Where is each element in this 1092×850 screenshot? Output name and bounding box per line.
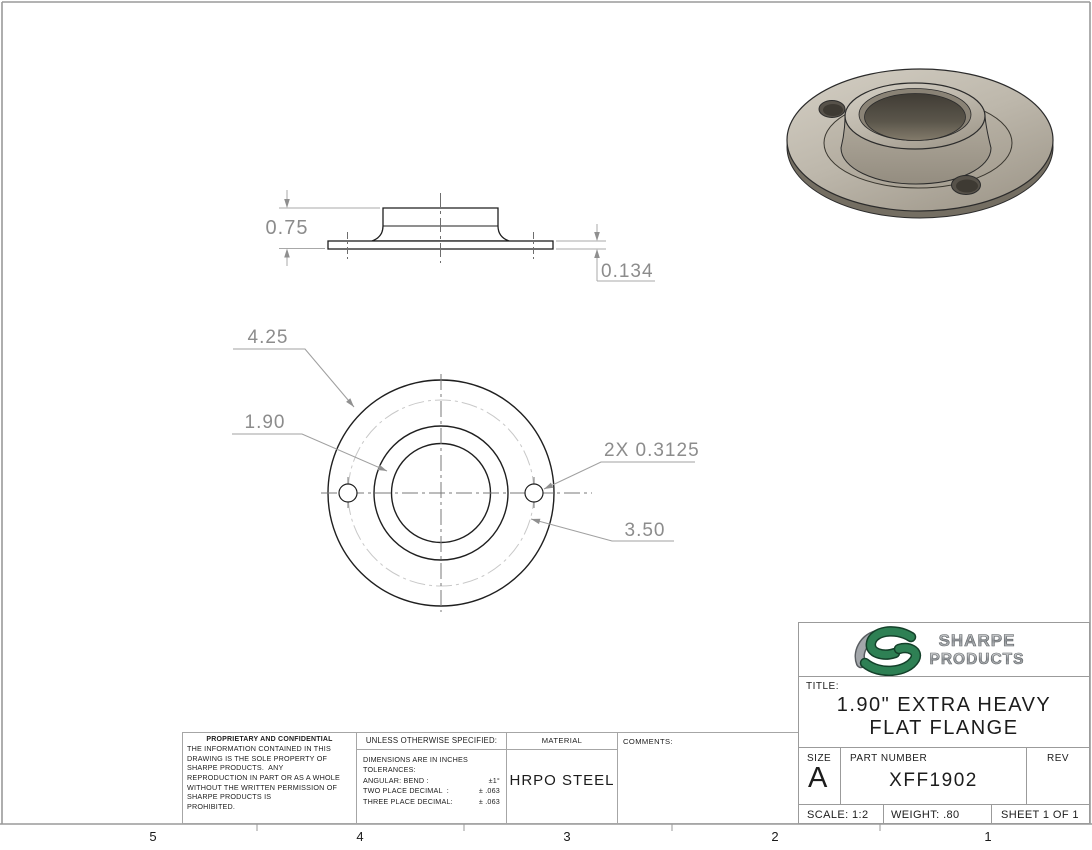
tolerance-angular-value: ±1°: [488, 775, 500, 785]
proprietary-header: PROPRIETARY AND CONFIDENTIAL: [206, 736, 333, 743]
bolt-hole-3d-left-inner: [823, 104, 843, 116]
proprietary-box: [182, 732, 357, 824]
side-view: [266, 190, 655, 282]
logo-word-products: PRODUCTS: [929, 651, 1025, 668]
dim-thickness: [556, 224, 655, 282]
bore-hole-3d: [865, 94, 966, 141]
tolerance-angular-label: ANGULAR: BEND :: [363, 775, 429, 785]
drawing-title-line1: 1.90" EXTRA HEAVY: [836, 694, 1052, 716]
tolerance-two-place-label: TWO PLACE DECIMAL :: [363, 786, 450, 796]
material-value: HRPO STEEL: [509, 772, 615, 789]
dim-thickness-text: 0.134: [601, 261, 654, 282]
comments-header: COMMENTS:: [623, 737, 674, 746]
proprietary-line: SHARPE PRODUCTS IS: [187, 792, 272, 802]
weight-value: WEIGHT: .80: [891, 809, 960, 821]
size-partnumber-row: [799, 748, 1089, 805]
zone-number-5: 5: [149, 829, 157, 844]
proprietary-line: WITHOUT THE WRITTEN PERMISSION OF: [187, 782, 338, 792]
weight-cell: [884, 805, 992, 824]
dim-bore-text: 1.90: [244, 412, 286, 433]
tolerance-line-units: DIMENSIONS ARE IN INCHES: [363, 755, 469, 764]
scale-cell: [799, 805, 884, 824]
size-cell: [799, 748, 841, 804]
tolerance-three-place-value: ± .063: [478, 796, 500, 806]
proprietary-line: THE INFORMATION CONTAINED IN THIS: [187, 744, 331, 753]
part-number-label: PART NUMBER: [850, 753, 928, 764]
sharpe-products-logo: [799, 623, 1089, 676]
tolerance-two-place-value: ± .063: [478, 786, 500, 796]
isometric-view: [787, 69, 1053, 218]
rev-label: REV: [1046, 753, 1070, 764]
dim-outer-text: 4.25: [247, 327, 289, 348]
title-block: [798, 622, 1090, 824]
side-view-centerlines: [348, 193, 534, 263]
material-header: MATERIAL: [507, 733, 617, 750]
tolerance-line-tolerances: TOLERANCES:: [363, 765, 416, 775]
tolerance-header: UNLESS OTHERWISE SPECIFIED:: [357, 733, 506, 750]
tolerance-box: [356, 732, 507, 824]
proprietary-line: REPRODUCTION IN PART OR AS A WHOLE: [187, 772, 340, 782]
comments-box: [617, 732, 799, 824]
dim-height: [266, 190, 380, 266]
logo-word-sharpe: SHARPE: [938, 631, 1016, 650]
material-box: [506, 732, 618, 824]
logo-s-icon: [860, 631, 916, 671]
proprietary-line: SHARPE PRODUCTS. ANY: [187, 763, 284, 773]
logo-row: [799, 623, 1089, 677]
zone-number-3: 3: [563, 829, 571, 844]
scale-weight-sheet-row: [799, 805, 1089, 824]
title-label: TITLE:: [806, 681, 840, 692]
dim-bolt-circle-leader: [531, 519, 674, 541]
size-value: A: [808, 762, 828, 794]
dim-holes-leader: [544, 440, 700, 489]
zone-number-2: 2: [771, 829, 779, 844]
size-label: SIZE: [807, 753, 832, 764]
bolt-hole-left: [339, 484, 357, 502]
bolt-hole-3d-right-inner: [956, 180, 978, 193]
zone-number-4: 4: [356, 829, 364, 844]
drawing-title-line2: FLAT FLANGE: [869, 717, 1019, 739]
bolt-hole-right: [525, 484, 543, 502]
sheet-cell: [992, 805, 1089, 824]
dim-outer-leader: [233, 327, 354, 407]
tolerance-three-place-label: THREE PLACE DECIMAL:: [363, 796, 453, 806]
rev-cell: [1027, 748, 1089, 804]
part-number-value: XFF1902: [889, 770, 978, 791]
proprietary-line: PROHIBITED.: [187, 801, 236, 811]
dim-bolt-circle-text: 3.50: [624, 520, 666, 541]
proprietary-line: DRAWING IS THE SOLE PROPERTY OF: [187, 753, 328, 763]
title-row: [799, 677, 1089, 748]
scale-value: SCALE: 1:2: [807, 809, 869, 821]
part-number-cell: [841, 748, 1027, 804]
sheet-value: SHEET 1 OF 1: [1001, 809, 1079, 821]
top-view: [232, 327, 700, 612]
dim-holes-text: 2X 0.3125: [604, 440, 700, 461]
dim-height-text: 0.75: [265, 217, 309, 239]
zone-number-1: 1: [984, 829, 992, 844]
